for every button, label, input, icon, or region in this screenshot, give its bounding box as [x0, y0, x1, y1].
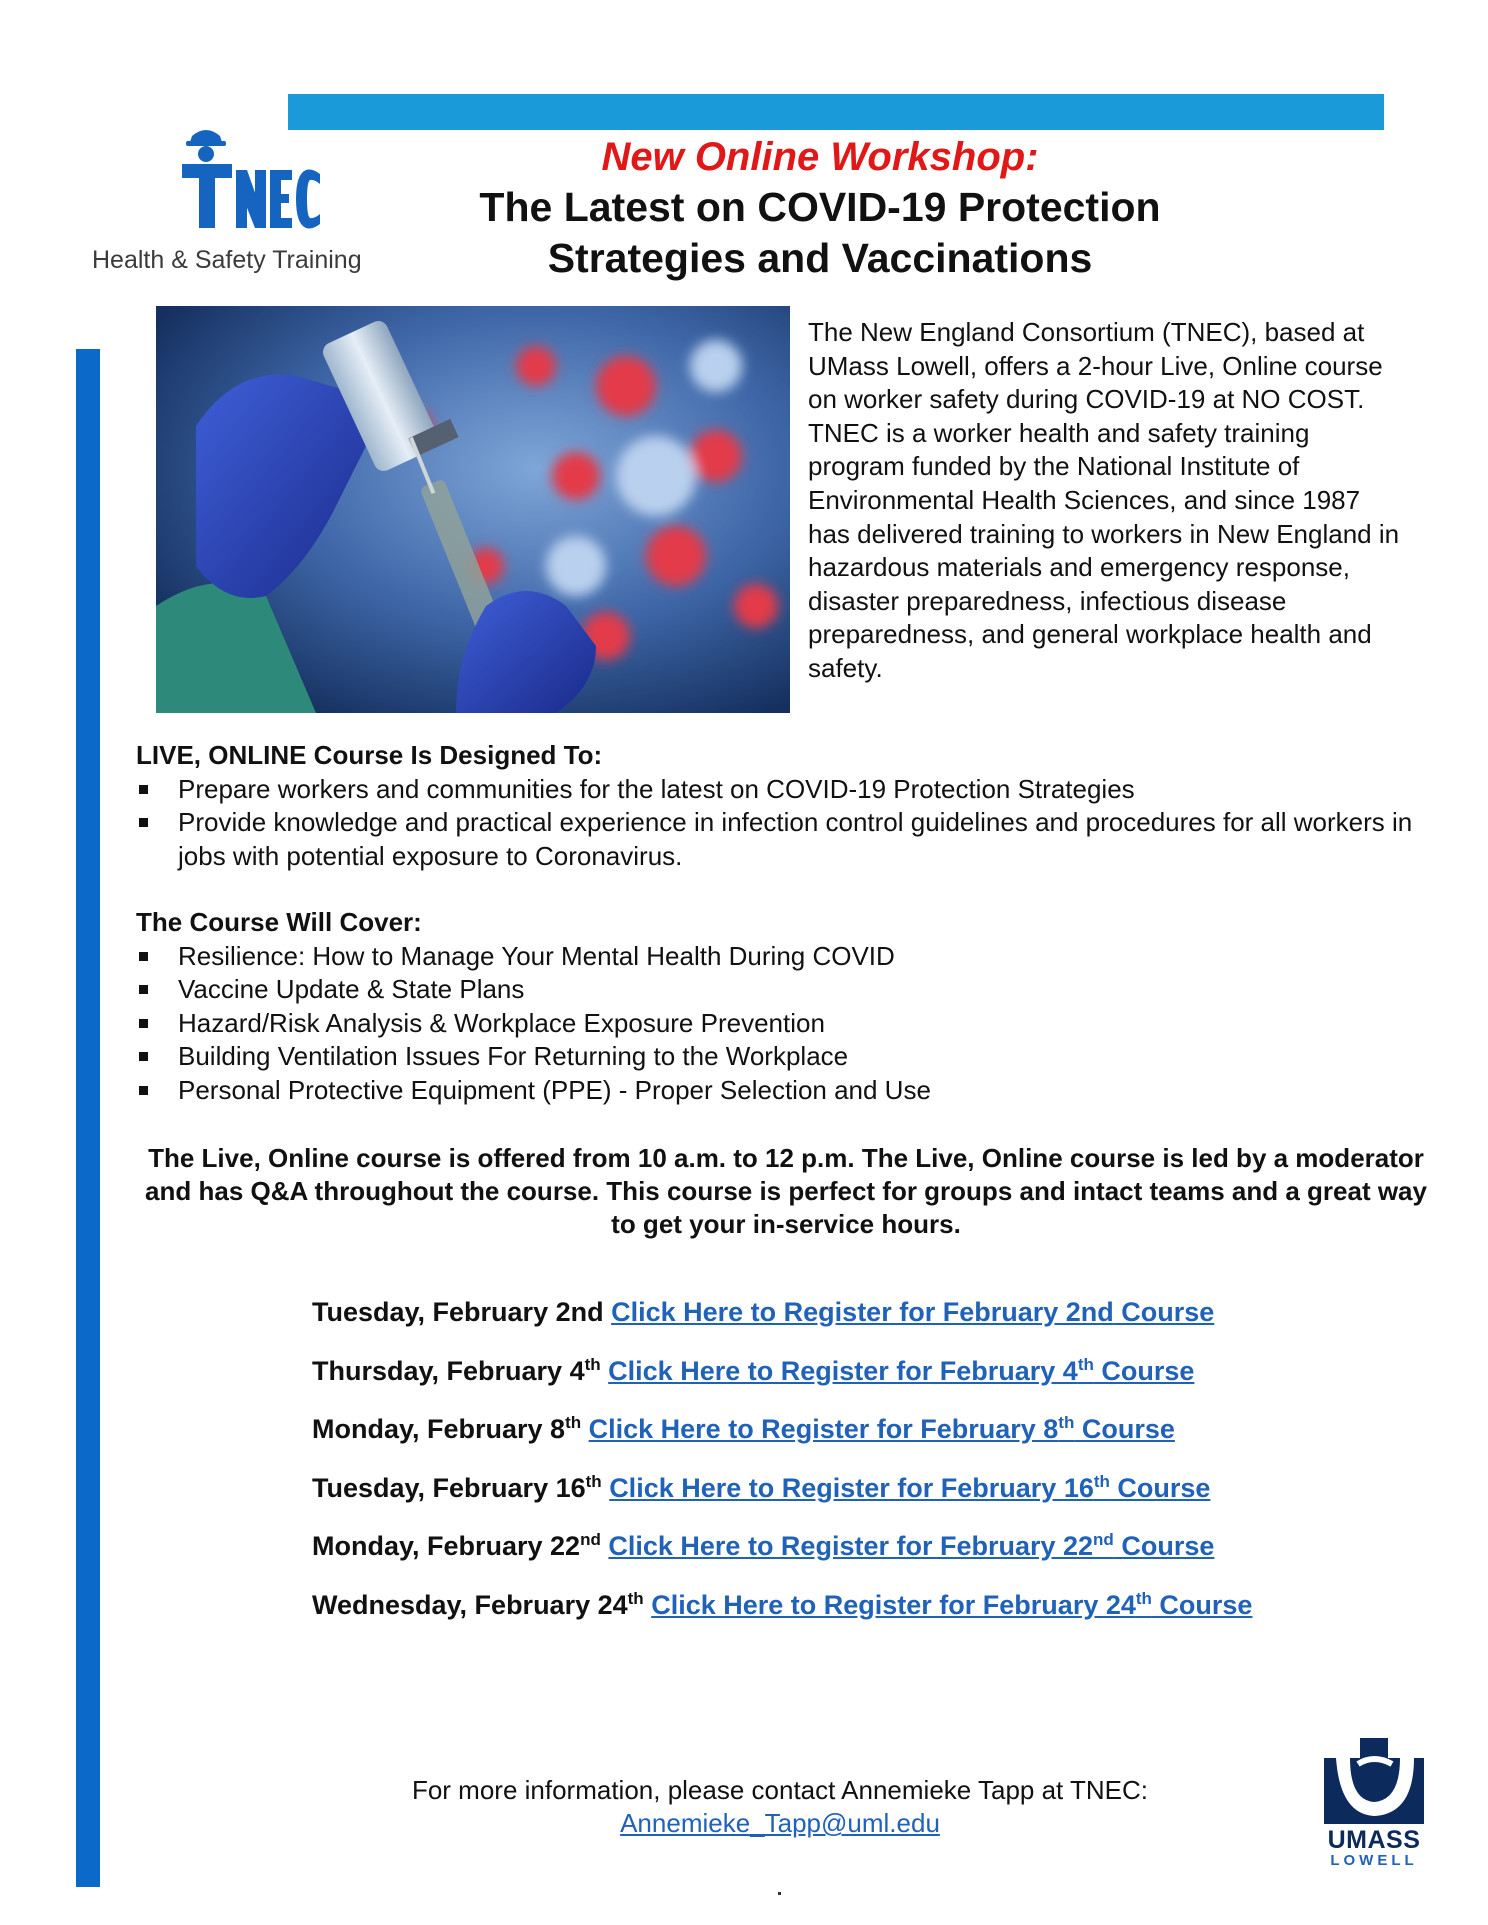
- top-accent-bar: [288, 94, 1384, 130]
- list-item: Provide knowledge and practical experience in infection control guidelines and procedures for all workers in jobs with potential exposure to Coronavirus.: [136, 806, 1436, 873]
- session-date: Tuesday, February 2nd: [312, 1297, 604, 1327]
- headline: [410, 132, 1230, 284]
- contact-block: [340, 1774, 1220, 1840]
- list-item: Vaccine Update & State Plans: [136, 973, 1436, 1007]
- intro-paragraph: The New England Consortium (TNEC), based at UMass Lowell, offers a 2-hour Live, Online course on worker safety during COVID-19 at NO COST. TNEC is a worker health and safety training program funded by the National Institute of Environmental Health Sciences, and since 1987 has delivered training to workers in New England in hazardous materials and emergency response, disaster preparedness, infectious disease preparedness, and general workplace health and safety.: [808, 317, 1400, 683]
- session-date: Monday, February 22nd: [312, 1530, 601, 1561]
- register-link-feb-16[interactable]: Click Here to Register for February 16th Course: [609, 1471, 1211, 1503]
- list-item: Resilience: How to Manage Your Mental Health During COVID: [136, 940, 1436, 974]
- course-cover-section: [136, 906, 1436, 1108]
- tnec-tagline: Health & Safety Training: [92, 246, 362, 274]
- session-date: Monday, February 8th: [312, 1413, 582, 1444]
- lowell-wordmark: LOWELL: [1330, 1852, 1418, 1869]
- vaccine-vial-syringe-image: [156, 306, 790, 713]
- page-dot: [778, 1892, 781, 1895]
- contact-email-link[interactable]: Annemieke_Tapp@uml.edu: [620, 1808, 940, 1838]
- designed-to-section: [136, 739, 1436, 873]
- designed-to-heading: LIVE, ONLINE Course Is Designed To:: [136, 740, 603, 770]
- session-row: [312, 1590, 1412, 1649]
- session-row: [312, 1356, 1412, 1415]
- session-row: [312, 1414, 1412, 1473]
- session-date: Wednesday, February 24th: [312, 1588, 644, 1620]
- left-accent-bar: [76, 349, 100, 1887]
- list-item: Building Ventilation Issues For Returning to the Workplace: [136, 1040, 1436, 1074]
- register-link-feb-22[interactable]: Click Here to Register for February 22nd Course: [608, 1530, 1215, 1561]
- session-date: Thursday, February 4th: [312, 1354, 601, 1386]
- session-row: [312, 1297, 1412, 1356]
- course-cover-list: [136, 940, 1436, 1108]
- vaccine-photo: [156, 306, 790, 713]
- contact-text: For more information, please contact Annemieke Tapp at TNEC:: [411, 1775, 1149, 1805]
- designed-to-list: [136, 773, 1436, 874]
- umass-wordmark: UMASS: [1327, 1826, 1421, 1854]
- session-date: Tuesday, February 16th: [312, 1471, 602, 1503]
- session-list: [312, 1297, 1412, 1648]
- register-link-feb-8[interactable]: Click Here to Register for February 8th Course: [588, 1413, 1175, 1444]
- register-link-feb-2[interactable]: Click Here to Register for February 2nd Course: [611, 1297, 1215, 1327]
- list-item: Hazard/Risk Analysis & Workplace Exposure Prevention: [136, 1007, 1436, 1041]
- list-item: Personal Protective Equipment (PPE) - Proper Selection and Use: [136, 1074, 1436, 1108]
- course-offer-paragraph: The Live, Online course is offered from 10 a.m. to 12 p.m. The Live, Online course is led by a moderator and has Q&A throughout the course. This course is perfect for groups and intact teams and a great way to get your in-service hours.: [145, 1143, 1427, 1239]
- umass-u-emblem-icon: [1318, 1734, 1430, 1826]
- session-row: [312, 1531, 1412, 1590]
- course-cover-heading: The Course Will Cover:: [136, 907, 422, 937]
- umass-lowell-logo: [1318, 1734, 1430, 1874]
- tnec-hardhat-icon: [172, 124, 322, 236]
- headline-title-line2: Strategies and Vaccinations: [547, 235, 1093, 281]
- list-item: Prepare workers and communities for the latest on COVID-19 Protection Strategies: [136, 773, 1436, 807]
- register-link-feb-4[interactable]: Click Here to Register for February 4th Course: [608, 1354, 1195, 1386]
- tnec-logo: [92, 124, 402, 284]
- session-row: [312, 1473, 1412, 1532]
- headline-kicker: New Online Workshop:: [601, 135, 1039, 179]
- register-link-feb-24[interactable]: Click Here to Register for February 24th Course: [651, 1588, 1253, 1620]
- headline-title-line1: The Latest on COVID-19 Protection: [479, 184, 1161, 230]
